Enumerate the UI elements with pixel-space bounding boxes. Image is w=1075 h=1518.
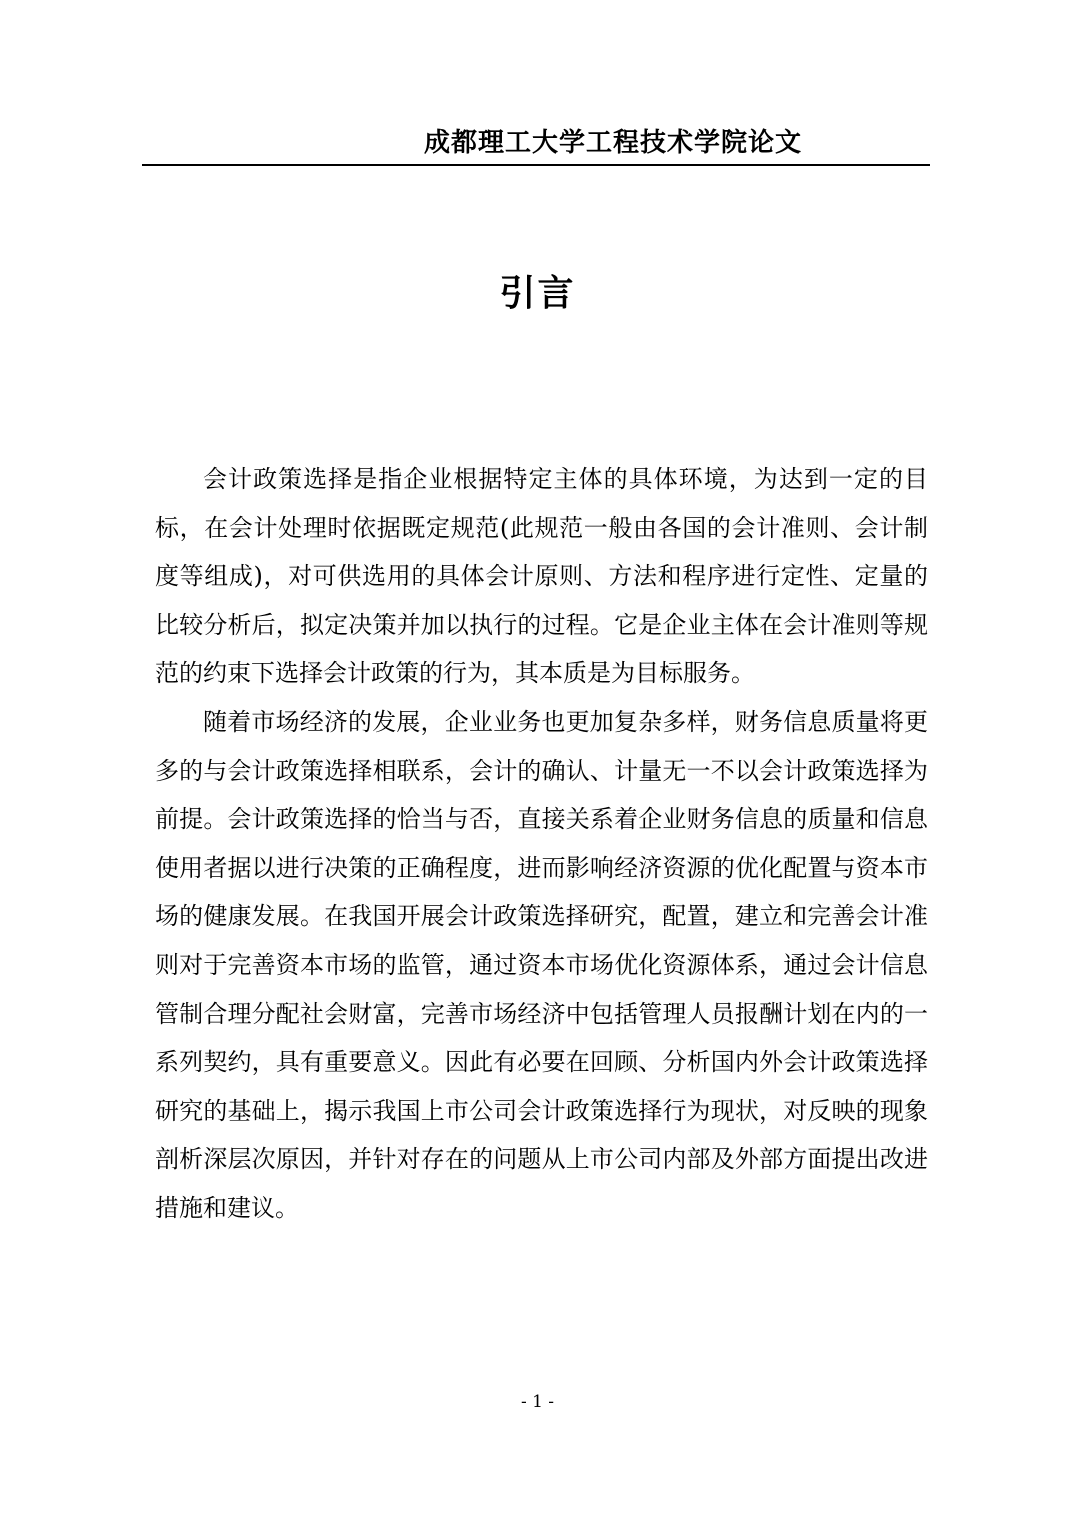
paragraph-1: 会计政策选择是指企业根据特定主体的具体环境，为达到一定的目标，在会计处理时依据既定规范(此规范一般由各国的会计准则、会计制度等组成)，对可供选用的具体会计原则、方法和程序进行定性、定量的比较分析后，拟定决策并加以执行的过程。它是企业主体在会计准则等规范的约束下选择会计政策的行为，其本质是为目标服务。 (155, 465, 928, 688)
paragraph-2: 随着市场经济的发展，企业业务也更加复杂多样，财务信息质量将更多的与会计政策选择相联系，会计的确认、计量无一不以会计政策选择为前提。会计政策选择的恰当与否，直接关系着企业财务信息的质量和信息使用者据以进行决策的正确程度，进而影响经济资源的优化配置与资本市场的健康发展。在我国开展会计政策选择研究，配置，建立和完善会计准则对于完善资本市场的监管，通过资本市场优化资源体系，通过会计信息管制合理分配社会财富，完善市场经济中包括管理人员报酬计划在内的一系列契约，具有重要意义。因此有必要在回顾、分析国内外会计政策选择研究的基础上，揭示我国上市公司会计政策选择行为现状，对反映的现象剖析深层次原因，并针对存在的问题从上市公司内部及外部方面提出改进措施和建议。 (155, 707, 928, 1222)
header-title: 成都理工大学工程技术学院论文 (423, 128, 802, 158)
page-header (142, 124, 930, 166)
page-title: 引言 (499, 273, 576, 314)
page-number: - 1 - (520, 1392, 555, 1412)
body-text (155, 455, 928, 1233)
